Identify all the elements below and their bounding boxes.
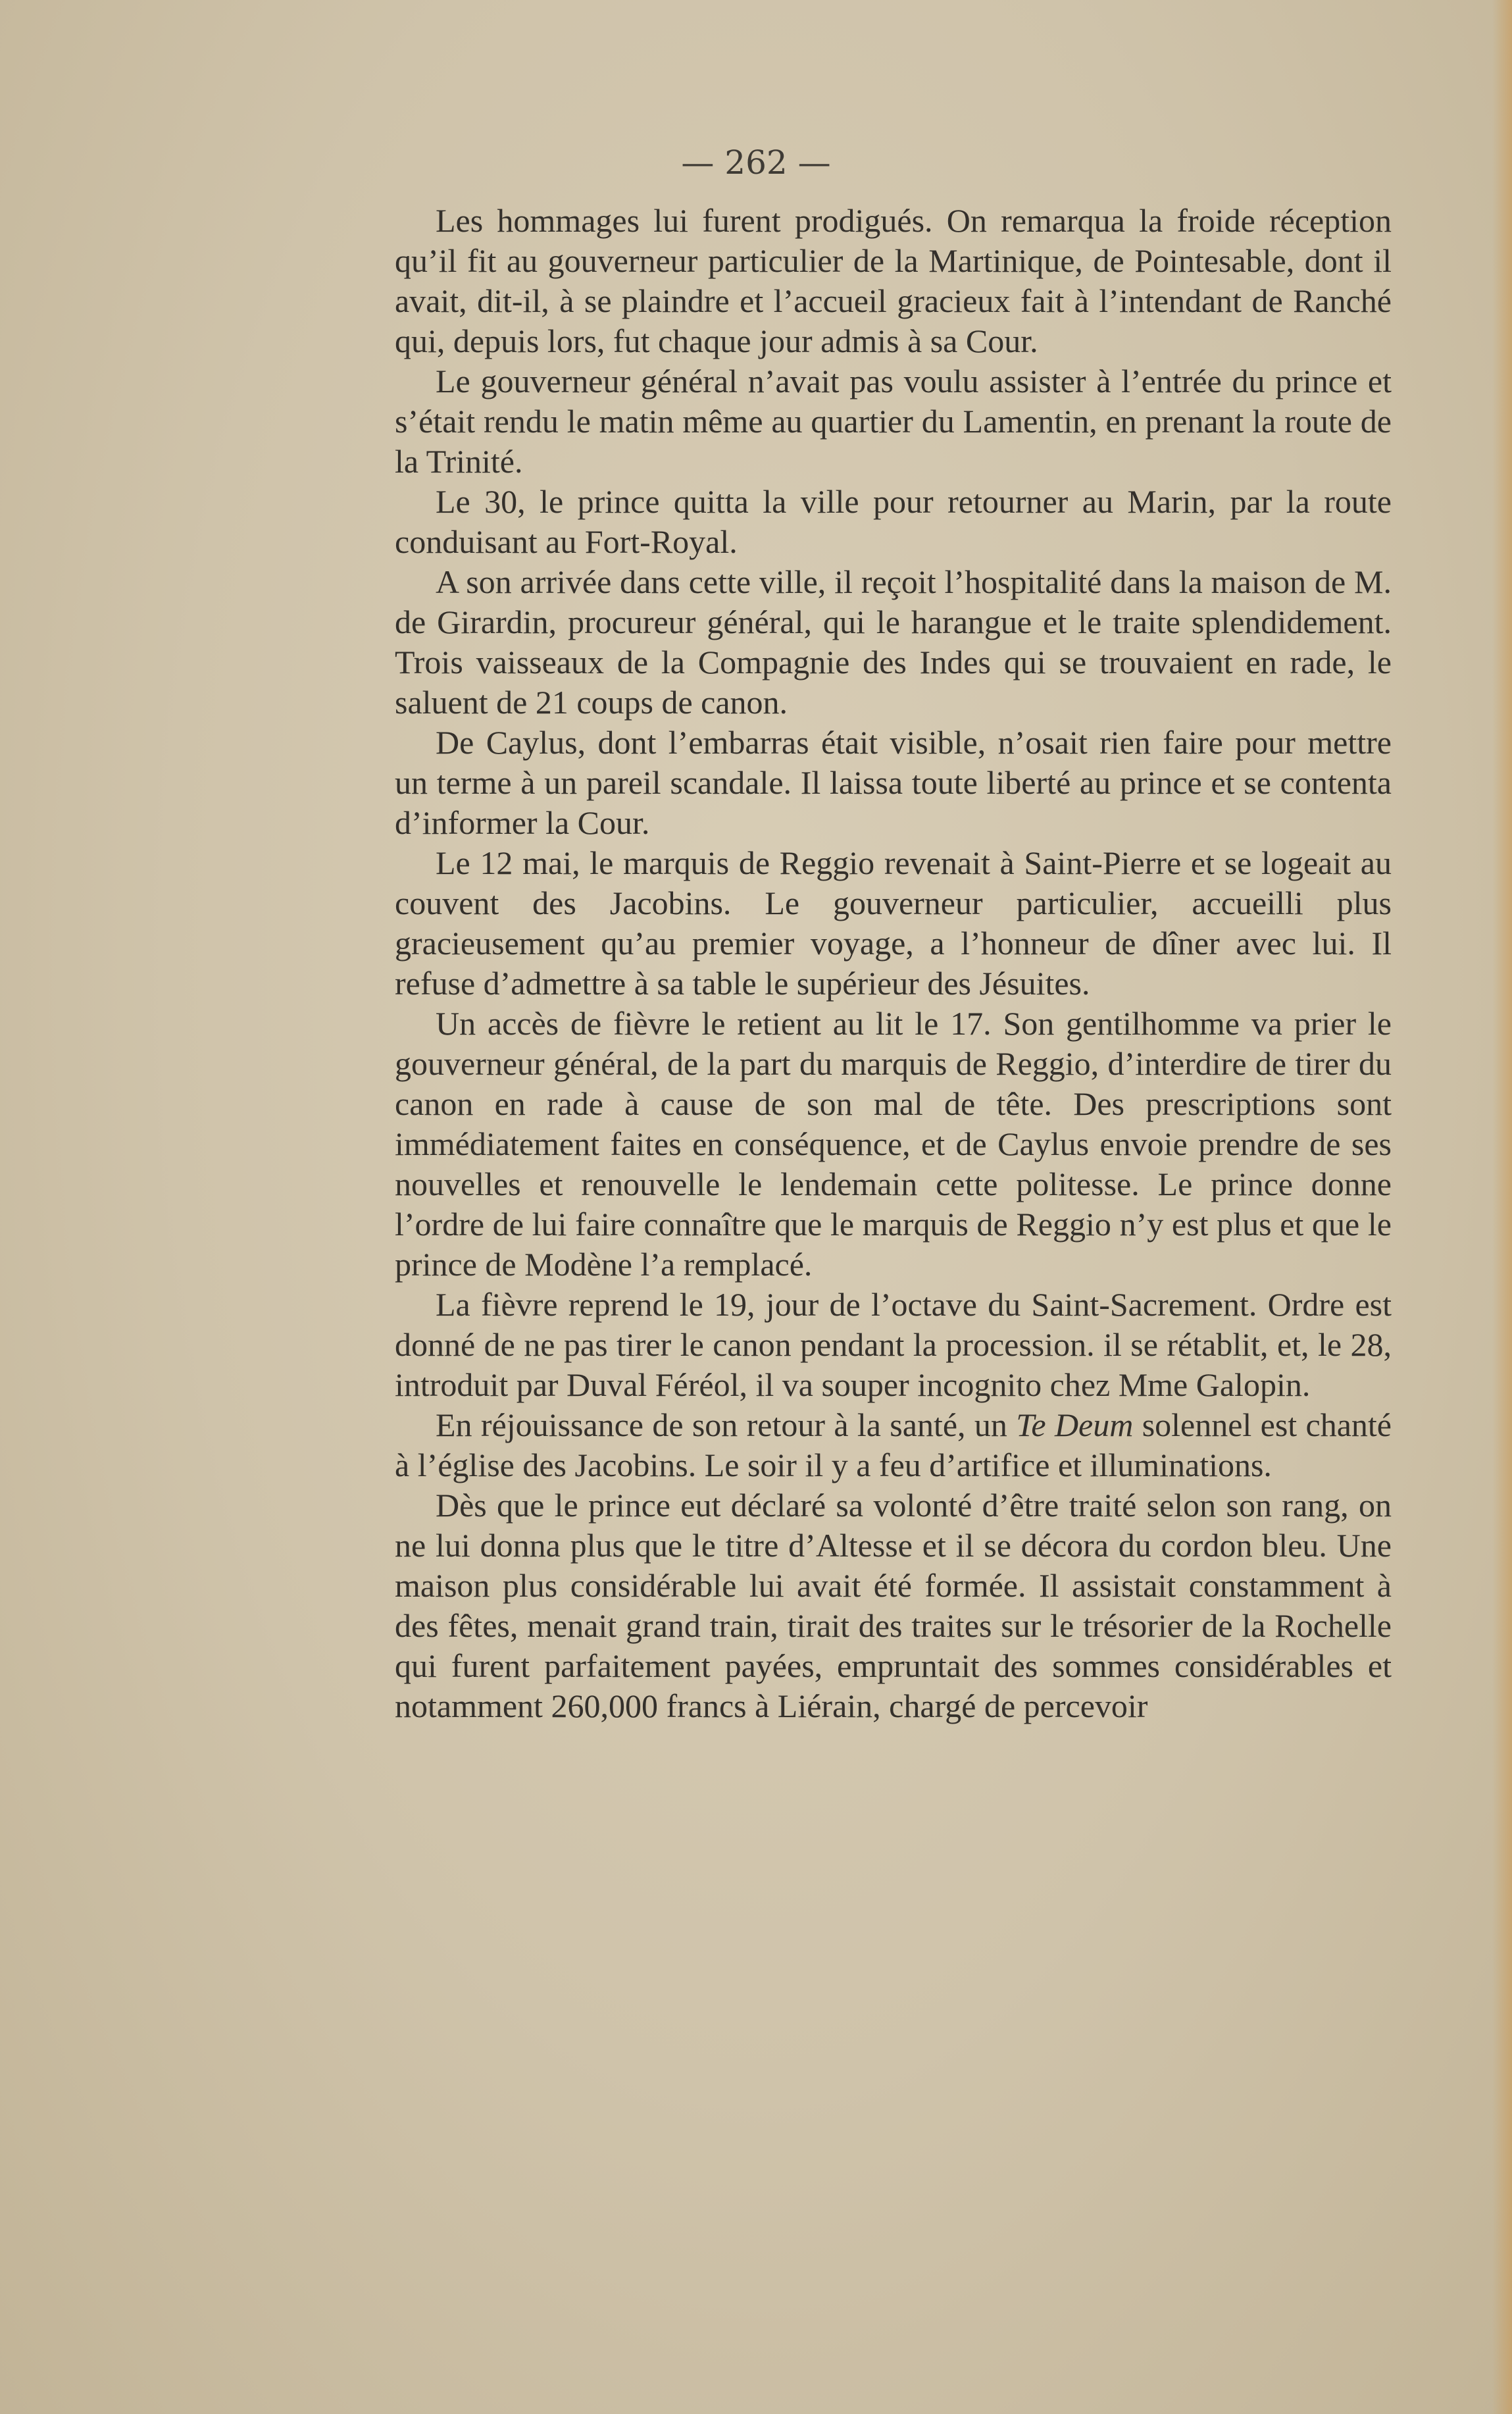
paragraph: Un accès de fièvre le retient au lit le 17. Son gentilhomme va prier le gouverneur général, de la part du marquis de Reggio, d’interdire de tirer du canon en rade à cause de son mal de tête. Des prescriptions sont immédiatement faites en conséquence, et de Caylus envoie prendre de ses nouvelles et renouvelle le lendemain cette politesse. Le prince donne l’ordre de lui faire connaître que le marquis de Reggio n’y est plus et que le prince de Modène l’a remplacé. [395,1005,1392,1283]
paragraph: De Caylus, dont l’embarras était visible, n’osait rien faire pour mettre un terme à un pareil scandale. Il laissa toute liberté au prince et se contenta d’informer la Cour. [395,724,1392,841]
italic-title: Te Deum [1016,1406,1134,1443]
paragraph: Le 30, le prince quitta la ville pour retourner au Marin, par la route conduisant au Fort-Royal. [395,483,1392,560]
paragraph [395,1405,1392,1485]
page-number: — 262 — [681,143,831,182]
paragraph: La fièvre reprend le 19, jour de l’octave du Saint-Sacrement. Ordre est donné de ne pas tirer le canon pendant la procession. il se rétablit, et, le 28, introduit par Duval Féréol, il va souper incognito chez Mme Galopin. [395,1286,1392,1403]
paragraph-text: solennel est chanté à l’église des Jacobins. Le soir il y a feu d’artifice et illuminations. [395,1406,1392,1483]
paragraph-text: En réjouissance de son retour à la santé, un [436,1406,1017,1443]
paragraph: Dès que le prince eut déclaré sa volonté d’être traité selon son rang, on ne lui donna plus que le titre d’Altesse et il se décora du cordon bleu. Une maison plus considérable lui avait été formée. Il assistait constamment à des fêtes, menait grand train, tirait des traites sur le trésorier de la Rochelle qui furent parfaitement payées, empruntait des sommes considérables et notamment 260,000 francs à Liérain, chargé de percevoir [395,1487,1392,1724]
page-edge [1492,0,1512,2414]
paragraph: A son arrivée dans cette ville, il reçoit l’hospitalité dans la maison de M. de Girardin, procureur général, qui le harangue et le traite splendidement. Trois vaisseaux de la Compagnie des Indes qui se trouvaient en rade, le saluent de 21 coups de canon. [395,563,1392,721]
paragraph: Les hommages lui furent prodigués. On remarqua la froide réception qu’il fit au gouverneur particulier de la Martinique, de Pointesable, dont il avait, dit-il, à se plaindre et l’accueil gracieux fait à l’intendant de Ranché qui, depuis lors, fut chaque jour admis à sa Cour. [395,202,1392,359]
paragraph: Le 12 mai, le marquis de Reggio revenait à Saint-Pierre et se logeait au couvent des Jacobins. Le gouverneur particulier, accueilli plus gracieusement qu’au premier voyage, a l’honneur de dîner avec lui. Il refuse d’admettre à sa table le supérieur des Jésuites. [395,844,1392,1002]
paragraph: Le gouverneur général n’avait pas voulu assister à l’entrée du prince et s’était rendu le matin même au quartier du Lamentin, en prenant la route de la Trinité. [395,363,1392,480]
body-text [395,201,1392,1726]
